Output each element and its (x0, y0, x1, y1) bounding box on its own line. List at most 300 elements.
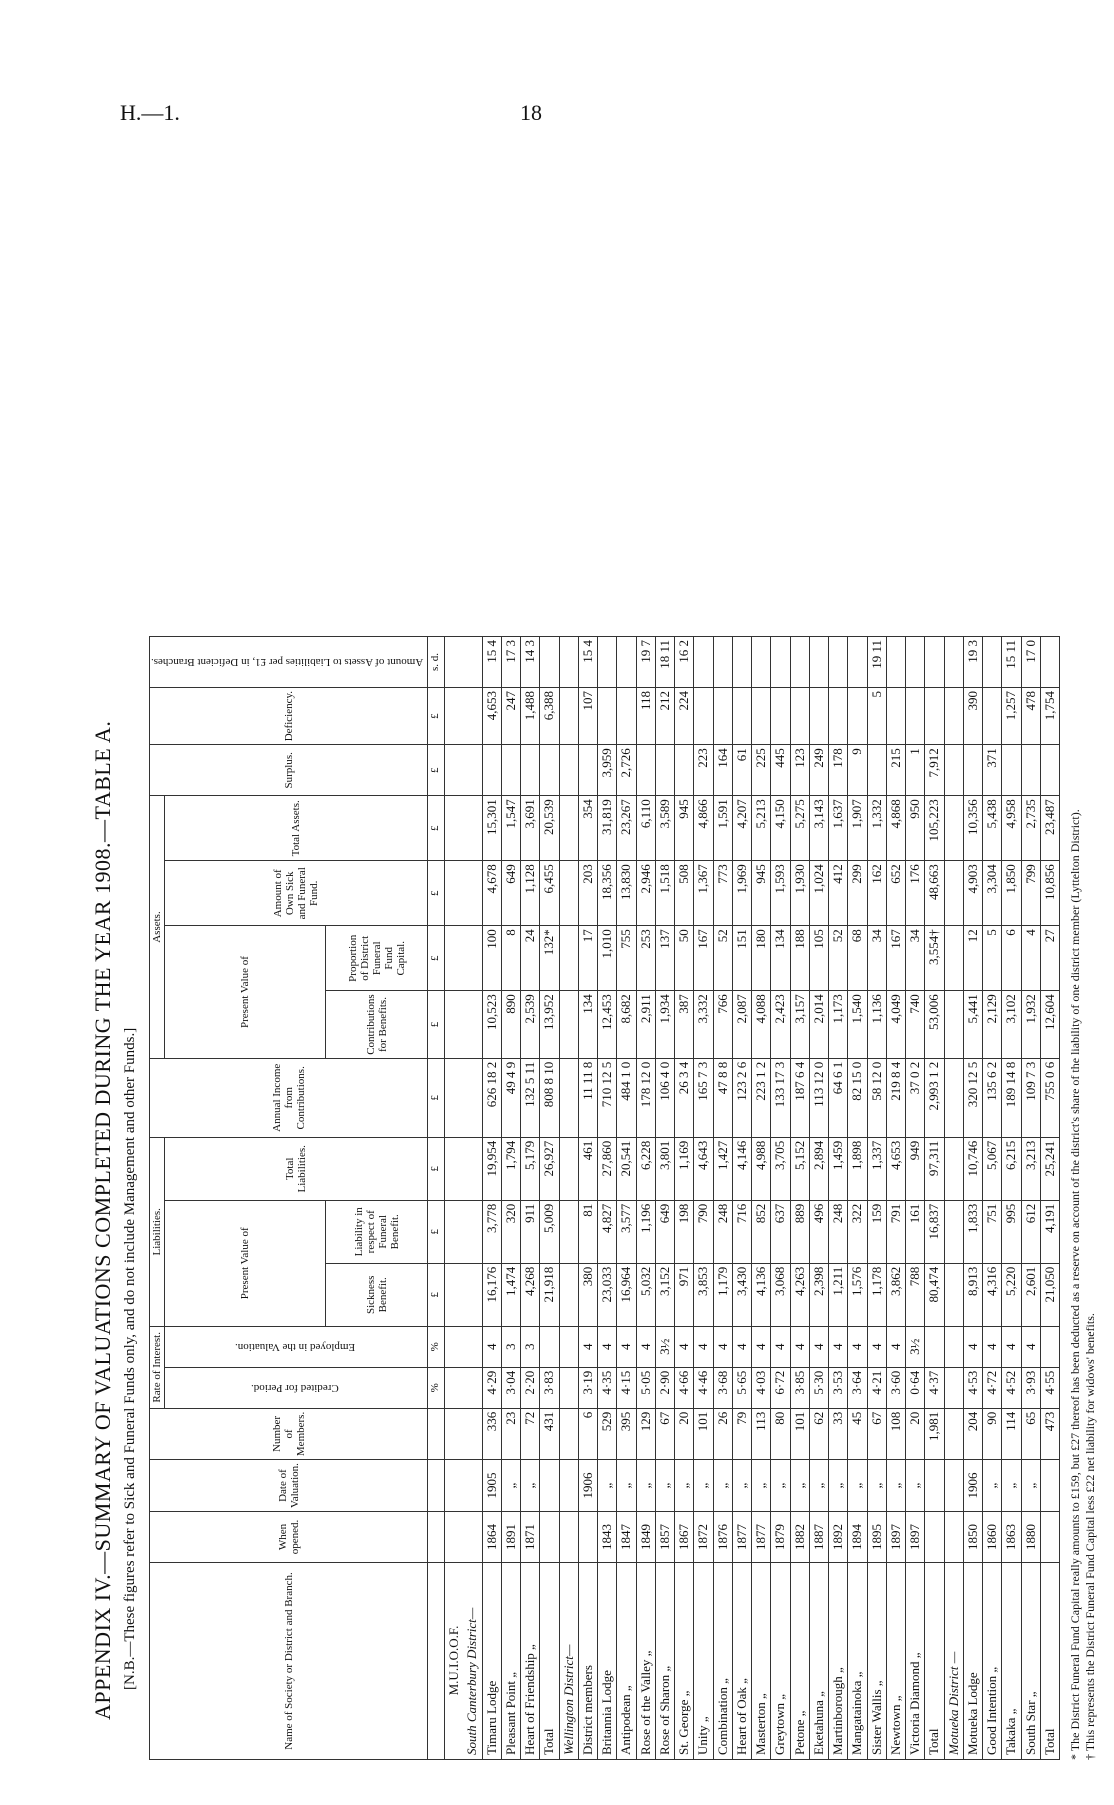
cell-def: 247 (501, 687, 520, 744)
cell-val: 1905 (482, 1460, 501, 1512)
cell-inc: 320 12 5 (963, 1058, 982, 1137)
cell-inc: 189 14 8 (1002, 1058, 1021, 1137)
table-row (867, 636, 886, 1759)
cell-def (829, 687, 848, 744)
cell-funeral: 3,577 (617, 1200, 636, 1263)
cell-def (848, 687, 867, 744)
cell-funeral: 716 (732, 1200, 751, 1263)
cell-prop: 167 (886, 926, 905, 991)
cell-credited: 2·90 (655, 1367, 674, 1408)
cell-assets: 945 (675, 796, 694, 861)
cell-assets: 1,907 (848, 796, 867, 861)
cell-sick: 16,176 (482, 1263, 501, 1326)
cell-members: 67 (655, 1408, 674, 1459)
cell-ratio (694, 636, 713, 687)
table-body (445, 636, 1060, 1759)
cell-assets: 105,223 (925, 796, 944, 861)
cell-surplus (1021, 745, 1040, 796)
col-valuation: Date of Valuation. (150, 1460, 428, 1512)
unit-pound: £ (428, 1200, 445, 1263)
credited-label: Credited for Period. (250, 1381, 339, 1394)
table-row (983, 636, 1002, 1759)
district-header-row (559, 636, 578, 1759)
cell-total: 5,067 (983, 1137, 1002, 1200)
cell-ratio (925, 636, 944, 687)
cell-credited: 4·72 (983, 1367, 1002, 1408)
cell-def: 107 (578, 687, 597, 744)
cell-employed: 4 (886, 1326, 905, 1367)
cell-opened: 1867 (675, 1512, 694, 1563)
cell-credited: 3·64 (848, 1367, 867, 1408)
cell-total: 26,927 (540, 1137, 559, 1200)
cell-opened: 1887 (809, 1512, 828, 1563)
cell-prop: 34 (906, 926, 925, 991)
cell-opened (540, 1512, 559, 1563)
cell-funeral: 5,009 (540, 1200, 559, 1263)
cell-total: 10,746 (963, 1137, 982, 1200)
district-header-row (944, 636, 963, 1759)
district-total-row (925, 636, 944, 1759)
table-row (598, 636, 617, 1759)
cell-surplus: 223 (694, 745, 713, 796)
unit-pound: £ (428, 926, 445, 991)
col-surplus: Surplus. (150, 745, 428, 796)
cell-employed: 4 (963, 1326, 982, 1367)
unit-pound: £ (428, 1137, 445, 1200)
cell-sick: 16,964 (617, 1263, 636, 1326)
cell-inc: 755 0 6 (1040, 1058, 1059, 1137)
cell-surplus (636, 745, 655, 796)
cell-funeral: 612 (1021, 1200, 1040, 1263)
row-name: Rose of the Valley „ (636, 1563, 655, 1760)
cell-ratio: 15 4 (482, 636, 501, 687)
cell-contrib: 12,453 (598, 991, 617, 1059)
cell-funeral: 198 (675, 1200, 694, 1263)
cell-inc: 26 3 4 (675, 1058, 694, 1137)
table-row (578, 636, 597, 1759)
cell-surplus (578, 745, 597, 796)
cell-funeral: 248 (829, 1200, 848, 1263)
cell-funeral: 3,778 (482, 1200, 501, 1263)
cell-def (906, 687, 925, 744)
cell-def: 1,488 (521, 687, 540, 744)
cell-def: 390 (963, 687, 982, 744)
table-row (675, 636, 694, 1759)
cell-opened: 1897 (906, 1512, 925, 1563)
cell-assets: 10,356 (963, 796, 982, 861)
cell-prop: 8 (501, 926, 520, 991)
cell-contrib: 387 (675, 991, 694, 1059)
cell-credited: 5·30 (809, 1367, 828, 1408)
cell-prop: 50 (675, 926, 694, 991)
cell-members: 33 (829, 1408, 848, 1459)
cell-funeral: 81 (578, 1200, 597, 1263)
unit-d: d. (429, 652, 442, 662)
cell-prop: 27 (1040, 926, 1059, 991)
per-pound-label: Amount of Assets to Liabilities per £1, in Deficient Branches. (151, 656, 424, 669)
row-name: Takaka „ (1002, 1563, 1021, 1760)
cell-ratio (732, 636, 751, 687)
unit-s-d (428, 636, 445, 687)
cell-credited: 4·35 (598, 1367, 617, 1408)
cell-opened: 1879 (771, 1512, 790, 1563)
cell-surplus: 7,912 (925, 745, 944, 796)
cell-employed (925, 1326, 944, 1367)
cell-total: 25,241 (1040, 1137, 1059, 1200)
footnote-1: * The District Funeral Fund Capital really amounts to £159, but £27 thereof has been deducted as a reserve on account of the district's share of the liability of one district member (Lyttelton District). (1068, 809, 1083, 1760)
col-members: Number of Members. (150, 1408, 428, 1459)
cell-members: 23 (501, 1408, 520, 1459)
col-contributions: Contributions for Benefits. (326, 991, 428, 1059)
cell-total: 27,860 (598, 1137, 617, 1200)
cell-sick: 5,032 (636, 1263, 655, 1326)
cell-total: 1,794 (501, 1137, 520, 1200)
district-name: Motueka District — (944, 1563, 963, 1760)
cell-ratio (809, 636, 828, 687)
cell-surplus: 215 (886, 745, 905, 796)
cell-ratio (848, 636, 867, 687)
row-name: Timaru Lodge (482, 1563, 501, 1760)
cell-prop: 151 (732, 926, 751, 991)
cell-opened: 1843 (598, 1512, 617, 1563)
cell-val: „ (1021, 1460, 1040, 1512)
cell-contrib: 3,102 (1002, 991, 1021, 1059)
cell-own: 1,850 (1002, 861, 1021, 926)
cell-val: „ (790, 1460, 809, 1512)
cell-prop: 1,010 (598, 926, 617, 991)
cell-inc: 484 1 0 (617, 1058, 636, 1137)
row-name: Britannia Lodge (598, 1563, 617, 1760)
cell-opened: 1864 (482, 1512, 501, 1563)
cell-credited: 0·64 (906, 1367, 925, 1408)
cell-prop: 68 (848, 926, 867, 991)
cell-opened: 1860 (983, 1512, 1002, 1563)
cell-assets: 23,487 (1040, 796, 1059, 861)
cell-sick: 1,178 (867, 1263, 886, 1326)
cell-opened: 1895 (867, 1512, 886, 1563)
cell-val (1040, 1460, 1059, 1512)
cell-prop: 100 (482, 926, 501, 991)
cell-members: 20 (906, 1408, 925, 1459)
cell-members: 204 (963, 1408, 982, 1459)
cell-members: 80 (771, 1408, 790, 1459)
cell-val: „ (771, 1460, 790, 1512)
cell-val: „ (732, 1460, 751, 1512)
cell-members: 67 (867, 1408, 886, 1459)
cell-opened: 1882 (790, 1512, 809, 1563)
cell-prop: 137 (655, 926, 674, 991)
table-row (732, 636, 751, 1759)
cell-prop: 52 (713, 926, 732, 991)
cell-total: 20,541 (617, 1137, 636, 1200)
page-code: H.—1. (120, 100, 180, 125)
cell-contrib: 2,423 (771, 991, 790, 1059)
cell-sick: 23,033 (598, 1263, 617, 1326)
cell-prop: 253 (636, 926, 655, 991)
cell-sick: 3,853 (694, 1263, 713, 1326)
cell-inc: 219 8 4 (886, 1058, 905, 1137)
cell-own: 203 (578, 861, 597, 926)
row-name: Greytown „ (771, 1563, 790, 1760)
unit-pct: % (428, 1326, 445, 1367)
cell-val: „ (848, 1460, 867, 1512)
cell-opened: 1877 (732, 1512, 751, 1563)
col-annual-income: Annual Income from Contributions. (150, 1058, 428, 1137)
cell-members: 395 (617, 1408, 636, 1459)
cell-inc: 178 12 0 (636, 1058, 655, 1137)
table-row (963, 636, 982, 1759)
cell-total: 1,898 (848, 1137, 867, 1200)
cell-credited: 3·83 (540, 1367, 559, 1408)
cell-prop: 180 (752, 926, 771, 991)
cell-def: 4,653 (482, 687, 501, 744)
cell-assets: 15,301 (482, 796, 501, 861)
cell-credited: 5·65 (732, 1367, 751, 1408)
cell-def: 5 (867, 687, 886, 744)
cell-members: 529 (598, 1408, 617, 1459)
cell-assets: 23,267 (617, 796, 636, 861)
cell-sick: 1,474 (501, 1263, 520, 1326)
cell-def (771, 687, 790, 744)
cell-own: 1,593 (771, 861, 790, 926)
cell-total: 3,801 (655, 1137, 674, 1200)
cell-opened: 1891 (501, 1512, 520, 1563)
district-name: South Canterbury District— (463, 1563, 482, 1760)
table-row (771, 636, 790, 1759)
cell-val: „ (809, 1460, 828, 1512)
cell-funeral: 791 (886, 1200, 905, 1263)
cell-val: „ (829, 1460, 848, 1512)
cell-sick: 2,398 (809, 1263, 828, 1326)
cell-contrib: 2,539 (521, 991, 540, 1059)
cell-prop: 755 (617, 926, 636, 991)
col-liab-pv-group: Present Value of (165, 1200, 326, 1326)
cell-own: 13,830 (617, 861, 636, 926)
cell-employed: 4 (790, 1326, 809, 1367)
units-row (428, 636, 445, 1759)
cell-surplus: 249 (809, 745, 828, 796)
cell-credited: 2·20 (521, 1367, 540, 1408)
cell-val: „ (501, 1460, 520, 1512)
cell-own: 1,367 (694, 861, 713, 926)
cell-ratio (540, 636, 559, 687)
cell-opened: 1863 (1002, 1512, 1021, 1563)
cell-total: 6,215 (1002, 1137, 1021, 1200)
cell-inc: 223 1 2 (752, 1058, 771, 1137)
row-name: Good Intention „ (983, 1563, 1002, 1760)
row-name: Sister Wallis „ (867, 1563, 886, 1760)
unit-pound: £ (428, 1058, 445, 1137)
cell-assets: 31,819 (598, 796, 617, 861)
cell-total: 1,427 (713, 1137, 732, 1200)
cell-inc: 11 11 8 (578, 1058, 597, 1137)
cell-members: 26 (713, 1408, 732, 1459)
cell-sick: 8,913 (963, 1263, 982, 1326)
cell-contrib: 53,006 (925, 991, 944, 1059)
cell-sick: 3,862 (886, 1263, 905, 1326)
footnotes (1068, 170, 1098, 1760)
cell-total: 4,643 (694, 1137, 713, 1200)
table-row (1021, 636, 1040, 1759)
district-total-row (540, 636, 559, 1759)
unit-pct: % (428, 1367, 445, 1408)
cell-opened: 1849 (636, 1512, 655, 1563)
cell-inc: 2,993 1 2 (925, 1058, 944, 1137)
cell-funeral: 248 (713, 1200, 732, 1263)
cell-contrib: 10,523 (482, 991, 501, 1059)
cell-ratio: 17 0 (1021, 636, 1040, 687)
cell-sick: 2,601 (1021, 1263, 1040, 1326)
cell-ratio (752, 636, 771, 687)
cell-surplus: 3,959 (598, 745, 617, 796)
cell-inc: 133 17 3 (771, 1058, 790, 1137)
cell-prop: 134 (771, 926, 790, 991)
col-liabilities-group: Liabilities. (150, 1137, 165, 1326)
cell-own: 1,969 (732, 861, 751, 926)
cell-surplus: 2,726 (617, 745, 636, 796)
cell-contrib: 2,014 (809, 991, 828, 1059)
cell-total: 1,169 (675, 1137, 694, 1200)
district-name: Wellington District— (559, 1563, 578, 1760)
cell-def (598, 687, 617, 744)
table-title: APPENDIX IV.—SUMMARY OF VALUATIONS COMPLETED DURING THE YEAR 1908.—TABLE A. (90, 720, 115, 1720)
cell-prop: 6 (1002, 926, 1021, 991)
col-own-fund: Amount of Own Sick and Funeral Fund. (165, 861, 428, 926)
cell-def (713, 687, 732, 744)
cell-contrib: 2,129 (983, 991, 1002, 1059)
cell-own: 1,128 (521, 861, 540, 926)
col-per-pound (150, 636, 428, 687)
col-name: Name of Society or District and Branch. (150, 1563, 428, 1760)
cell-members: 108 (886, 1408, 905, 1459)
cell-employed (1040, 1326, 1059, 1367)
cell-own: 10,856 (1040, 861, 1059, 926)
cell-surplus (963, 745, 982, 796)
unit-pound: £ (428, 861, 445, 926)
row-name: Pleasant Point „ (501, 1563, 520, 1760)
cell-sick: 1,211 (829, 1263, 848, 1326)
cell-contrib: 890 (501, 991, 520, 1059)
cell-own: 48,663 (925, 861, 944, 926)
cell-opened: 1850 (963, 1512, 982, 1563)
cell-own: 945 (752, 861, 771, 926)
district-total-row (1040, 636, 1059, 1759)
cell-employed: 4 (598, 1326, 617, 1367)
cell-val: „ (694, 1460, 713, 1512)
cell-def (983, 687, 1002, 744)
cell-inc: 132 5 11 (521, 1058, 540, 1137)
col-employed (165, 1326, 428, 1367)
cell-ratio (617, 636, 636, 687)
cell-employed: 4 (1021, 1326, 1040, 1367)
cell-inc: 64 6 1 (829, 1058, 848, 1137)
cell-total: 4,653 (886, 1137, 905, 1200)
table-row (752, 636, 771, 1759)
cell-val: „ (752, 1460, 771, 1512)
cell-own: 773 (713, 861, 732, 926)
cell-own: 1,518 (655, 861, 674, 926)
unit-pound: £ (428, 687, 445, 744)
cell-surplus: 225 (752, 745, 771, 796)
cell-contrib: 766 (713, 991, 732, 1059)
cell-sick: 21,050 (1040, 1263, 1059, 1326)
cell-credited: 6·72 (771, 1367, 790, 1408)
cell-total: 1,459 (829, 1137, 848, 1200)
cell-assets: 1,332 (867, 796, 886, 861)
cell-sick: 3,430 (732, 1263, 751, 1326)
cell-sick: 380 (578, 1263, 597, 1326)
col-credited (165, 1367, 428, 1408)
cell-assets: 4,207 (732, 796, 751, 861)
cell-contrib: 5,441 (963, 991, 982, 1059)
cell-credited: 4·66 (675, 1367, 694, 1408)
col-funeral: Liability in respect of Funeral Benefit. (326, 1200, 428, 1263)
cell-members: 72 (521, 1408, 540, 1459)
cell-members: 431 (540, 1408, 559, 1459)
cell-contrib: 1,540 (848, 991, 867, 1059)
cell-own: 1,930 (790, 861, 809, 926)
cell-val: 1906 (578, 1460, 597, 1512)
cell-inc: 123 2 6 (732, 1058, 751, 1137)
cell-surplus: 164 (713, 745, 732, 796)
cell-prop: 34 (867, 926, 886, 991)
society-row (445, 636, 464, 1759)
cell-employed: 3 (521, 1326, 540, 1367)
cell-members: 101 (694, 1408, 713, 1459)
cell-funeral: 751 (983, 1200, 1002, 1263)
cell-credited: 5·05 (636, 1367, 655, 1408)
row-name: Unity „ (694, 1563, 713, 1760)
cell-members: 336 (482, 1408, 501, 1459)
cell-sick: 1,179 (713, 1263, 732, 1326)
cell-assets: 20,539 (540, 796, 559, 861)
row-name: Victoria Diamond „ (906, 1563, 925, 1760)
cell-members: 129 (636, 1408, 655, 1459)
row-name: Combination „ (713, 1563, 732, 1760)
cell-prop: 5 (983, 926, 1002, 991)
cell-ratio (790, 636, 809, 687)
row-name: District members (578, 1563, 597, 1760)
cell-inc: 106 4 0 (655, 1058, 674, 1137)
cell-own: 652 (886, 861, 905, 926)
cell-credited: 4·46 (694, 1367, 713, 1408)
cell-employed: 3½ (655, 1326, 674, 1367)
cell-def: 6,388 (540, 687, 559, 744)
cell-employed: 4 (829, 1326, 848, 1367)
cell-employed (540, 1326, 559, 1367)
table-row (906, 636, 925, 1759)
cell-assets: 1,637 (829, 796, 848, 861)
cell-def: 118 (636, 687, 655, 744)
cell-assets: 3,691 (521, 796, 540, 861)
cell-funeral: 852 (752, 1200, 771, 1263)
cell-own: 4,678 (482, 861, 501, 926)
cell-def (752, 687, 771, 744)
cell-ratio (829, 636, 848, 687)
cell-ratio: 16 2 (675, 636, 694, 687)
cell-contrib: 3,157 (790, 991, 809, 1059)
cell-ratio (886, 636, 905, 687)
cell-surplus: 371 (983, 745, 1002, 796)
cell-def (694, 687, 713, 744)
cell-prop: 17 (578, 926, 597, 991)
cell-members: 114 (1002, 1408, 1021, 1459)
cell-contrib: 1,173 (829, 991, 848, 1059)
cell-employed: 4 (713, 1326, 732, 1367)
cell-total: 1,337 (867, 1137, 886, 1200)
table-row (1002, 636, 1021, 1759)
cell-assets: 3,143 (809, 796, 828, 861)
